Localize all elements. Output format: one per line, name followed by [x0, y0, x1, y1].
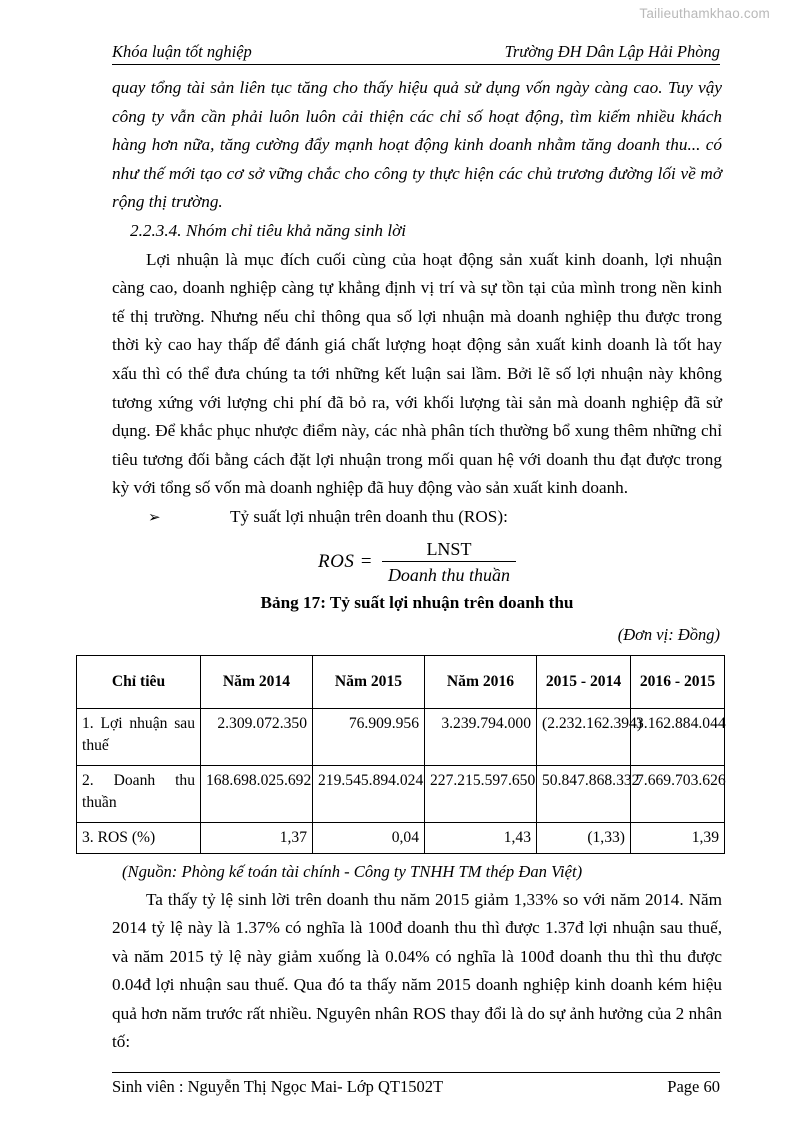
row-value: (2.232.162.394)	[537, 708, 631, 765]
row-value: 3.162.884.044	[631, 708, 725, 765]
header-right-text: Trường ĐH Dân Lập Hải Phòng	[504, 42, 720, 61]
formula-left-side: ROS =	[318, 551, 373, 572]
formula-denominator: Doanh thu thuần	[387, 564, 510, 585]
column-header-2016-2015: 2016 - 2015	[631, 655, 725, 708]
footer-left-text: Sinh viên : Nguyễn Thị Ngọc Mai- Lớp QT1502T	[112, 1077, 444, 1096]
row-value: 7.669.703.626	[631, 765, 725, 822]
row-value: 219.545.894.024	[313, 765, 425, 822]
page-footer	[112, 1072, 720, 1097]
row-value: 0,04	[313, 822, 425, 853]
row-label: 1. Lợi nhuận sau thuế	[77, 708, 201, 765]
paragraph-2: Lợi nhuận là mục đích cuối cùng của hoạt động sản xuất kinh doanh, lợi nhuận càng cao, doanh nghiệp càng tự khẳng định vị trí và sự tồn tại của mình trong nền kinh tế thị trường. Nhưng nếu chỉ thông qua số lợi nhuận mà doanh nghiệp thu được trong thời kỳ cao hay thấp để đánh giá chất lượng hoạt động sản xuất kinh doanh là tốt hay xấu thì có thể đưa chúng ta tới những kết luận sai lầm. Bởi lẽ số lợi nhuận này không tương xứng với lượng chi phí đã bỏ ra, với khối lượng tài sản mà doanh nghiệp đã sử dụng. Để khắc phục nhược điểm này, các nhà phân tích thường bổ xung thêm những chỉ tiêu tương đối bằng cách đặt lợi nhuận trong mối quan hệ với doanh thu đạt được trong kỳ với tổng số vốn mà doanh nghiệp đã huy động vào sản xuất kinh doanh.	[112, 249, 722, 498]
ros-formula	[112, 538, 722, 587]
footer-page-number: Page 60	[667, 1077, 720, 1096]
row-value: 50.847.868.332	[537, 765, 631, 822]
bullet-item-ros	[112, 503, 722, 532]
row-value: 168.698.025.692	[201, 765, 313, 822]
table-unit-note: (Đơn vị: Đồng)	[617, 624, 720, 644]
table-row	[77, 822, 725, 853]
section-heading: 2.2.3.4. Nhóm chỉ tiêu khả năng sinh lời	[130, 220, 407, 240]
header-left-text: Khóa luận tốt nghiệp	[112, 42, 252, 61]
bullet-item-label: Tỷ suất lợi nhuận trên doanh thu (ROS):	[230, 506, 508, 526]
row-value: 1,43	[425, 822, 537, 853]
row-value: 3.239.794.000	[425, 708, 537, 765]
row-label: 2. Doanh thu thuần	[77, 765, 201, 822]
row-value: 2.309.072.350	[201, 708, 313, 765]
column-header-2015-2014: 2015 - 2014	[537, 655, 631, 708]
ros-table	[76, 655, 725, 854]
formula-fraction	[382, 538, 516, 587]
row-label: 3. ROS (%)	[77, 822, 201, 853]
watermark: Tailieuthamkhao.com	[639, 6, 770, 21]
column-header-chi-tieu: Chỉ tiêu	[77, 655, 201, 708]
row-value: (1,33)	[537, 822, 631, 853]
page-content	[82, 74, 726, 1057]
column-header-nam-2016: Năm 2016	[425, 655, 537, 708]
formula-numerator: LNST	[426, 538, 472, 559]
row-value: 1,37	[201, 822, 313, 853]
paragraph-3: Ta thấy tỷ lệ sinh lời trên doanh thu năm 2015 giảm 1,33% so với năm 2014. Năm 2014 tỷ lệ này là 1.37% có nghĩa là 100đ doanh thu thì được 1.37đ lợi nhuận sau thuế, và năm 2015 tỷ lệ này giảm xuống là 0.04% có nghĩa là 100đ doanh thu thì thu được 0.04đ lợi nhuận sau thuế. Qua đó ta thấy năm 2015 doanh nghiệp kinh doanh kém hiệu quả hơn năm trước rất nhiều. Nguyên nhân ROS thay đổi là do sự ảnh hưởng của 2 nhân tố:	[112, 889, 722, 1052]
table-caption: Bảng 17: Tỷ suất lợi nhuận trên doanh thu	[260, 592, 574, 612]
row-value: 227.215.597.650	[425, 765, 537, 822]
table-row	[77, 765, 725, 822]
row-value: 1,39	[631, 822, 725, 853]
row-value: 76.909.956	[313, 708, 425, 765]
column-header-nam-2015: Năm 2015	[313, 655, 425, 708]
column-header-nam-2014: Năm 2014	[201, 655, 313, 708]
arrow-bullet-icon: ➢	[148, 507, 161, 526]
table-row	[77, 708, 725, 765]
table-source-note: (Nguồn: Phòng kế toán tài chính - Công ty TNHH TM thép Đan Việt)	[122, 861, 583, 881]
running-header	[112, 42, 720, 65]
table-header-row	[77, 655, 725, 708]
paragraph-1: quay tổng tài sản liên tục tăng cho thấy hiệu quả sử dụng vốn ngày càng cao. Tuy vậy công ty vẫn cần phải luôn luôn cải thiện các chỉ số hoạt động, tìm kiếm nhiều khách hàng hơn nữa, tăng cường đẩy mạnh hoạt động kinh doanh nhằm tăng doanh thu... có như thế mới tạo cơ sở vững chắc cho công ty thực hiện các chủ trương đường lối về mở rộng thị trường.	[112, 78, 722, 212]
